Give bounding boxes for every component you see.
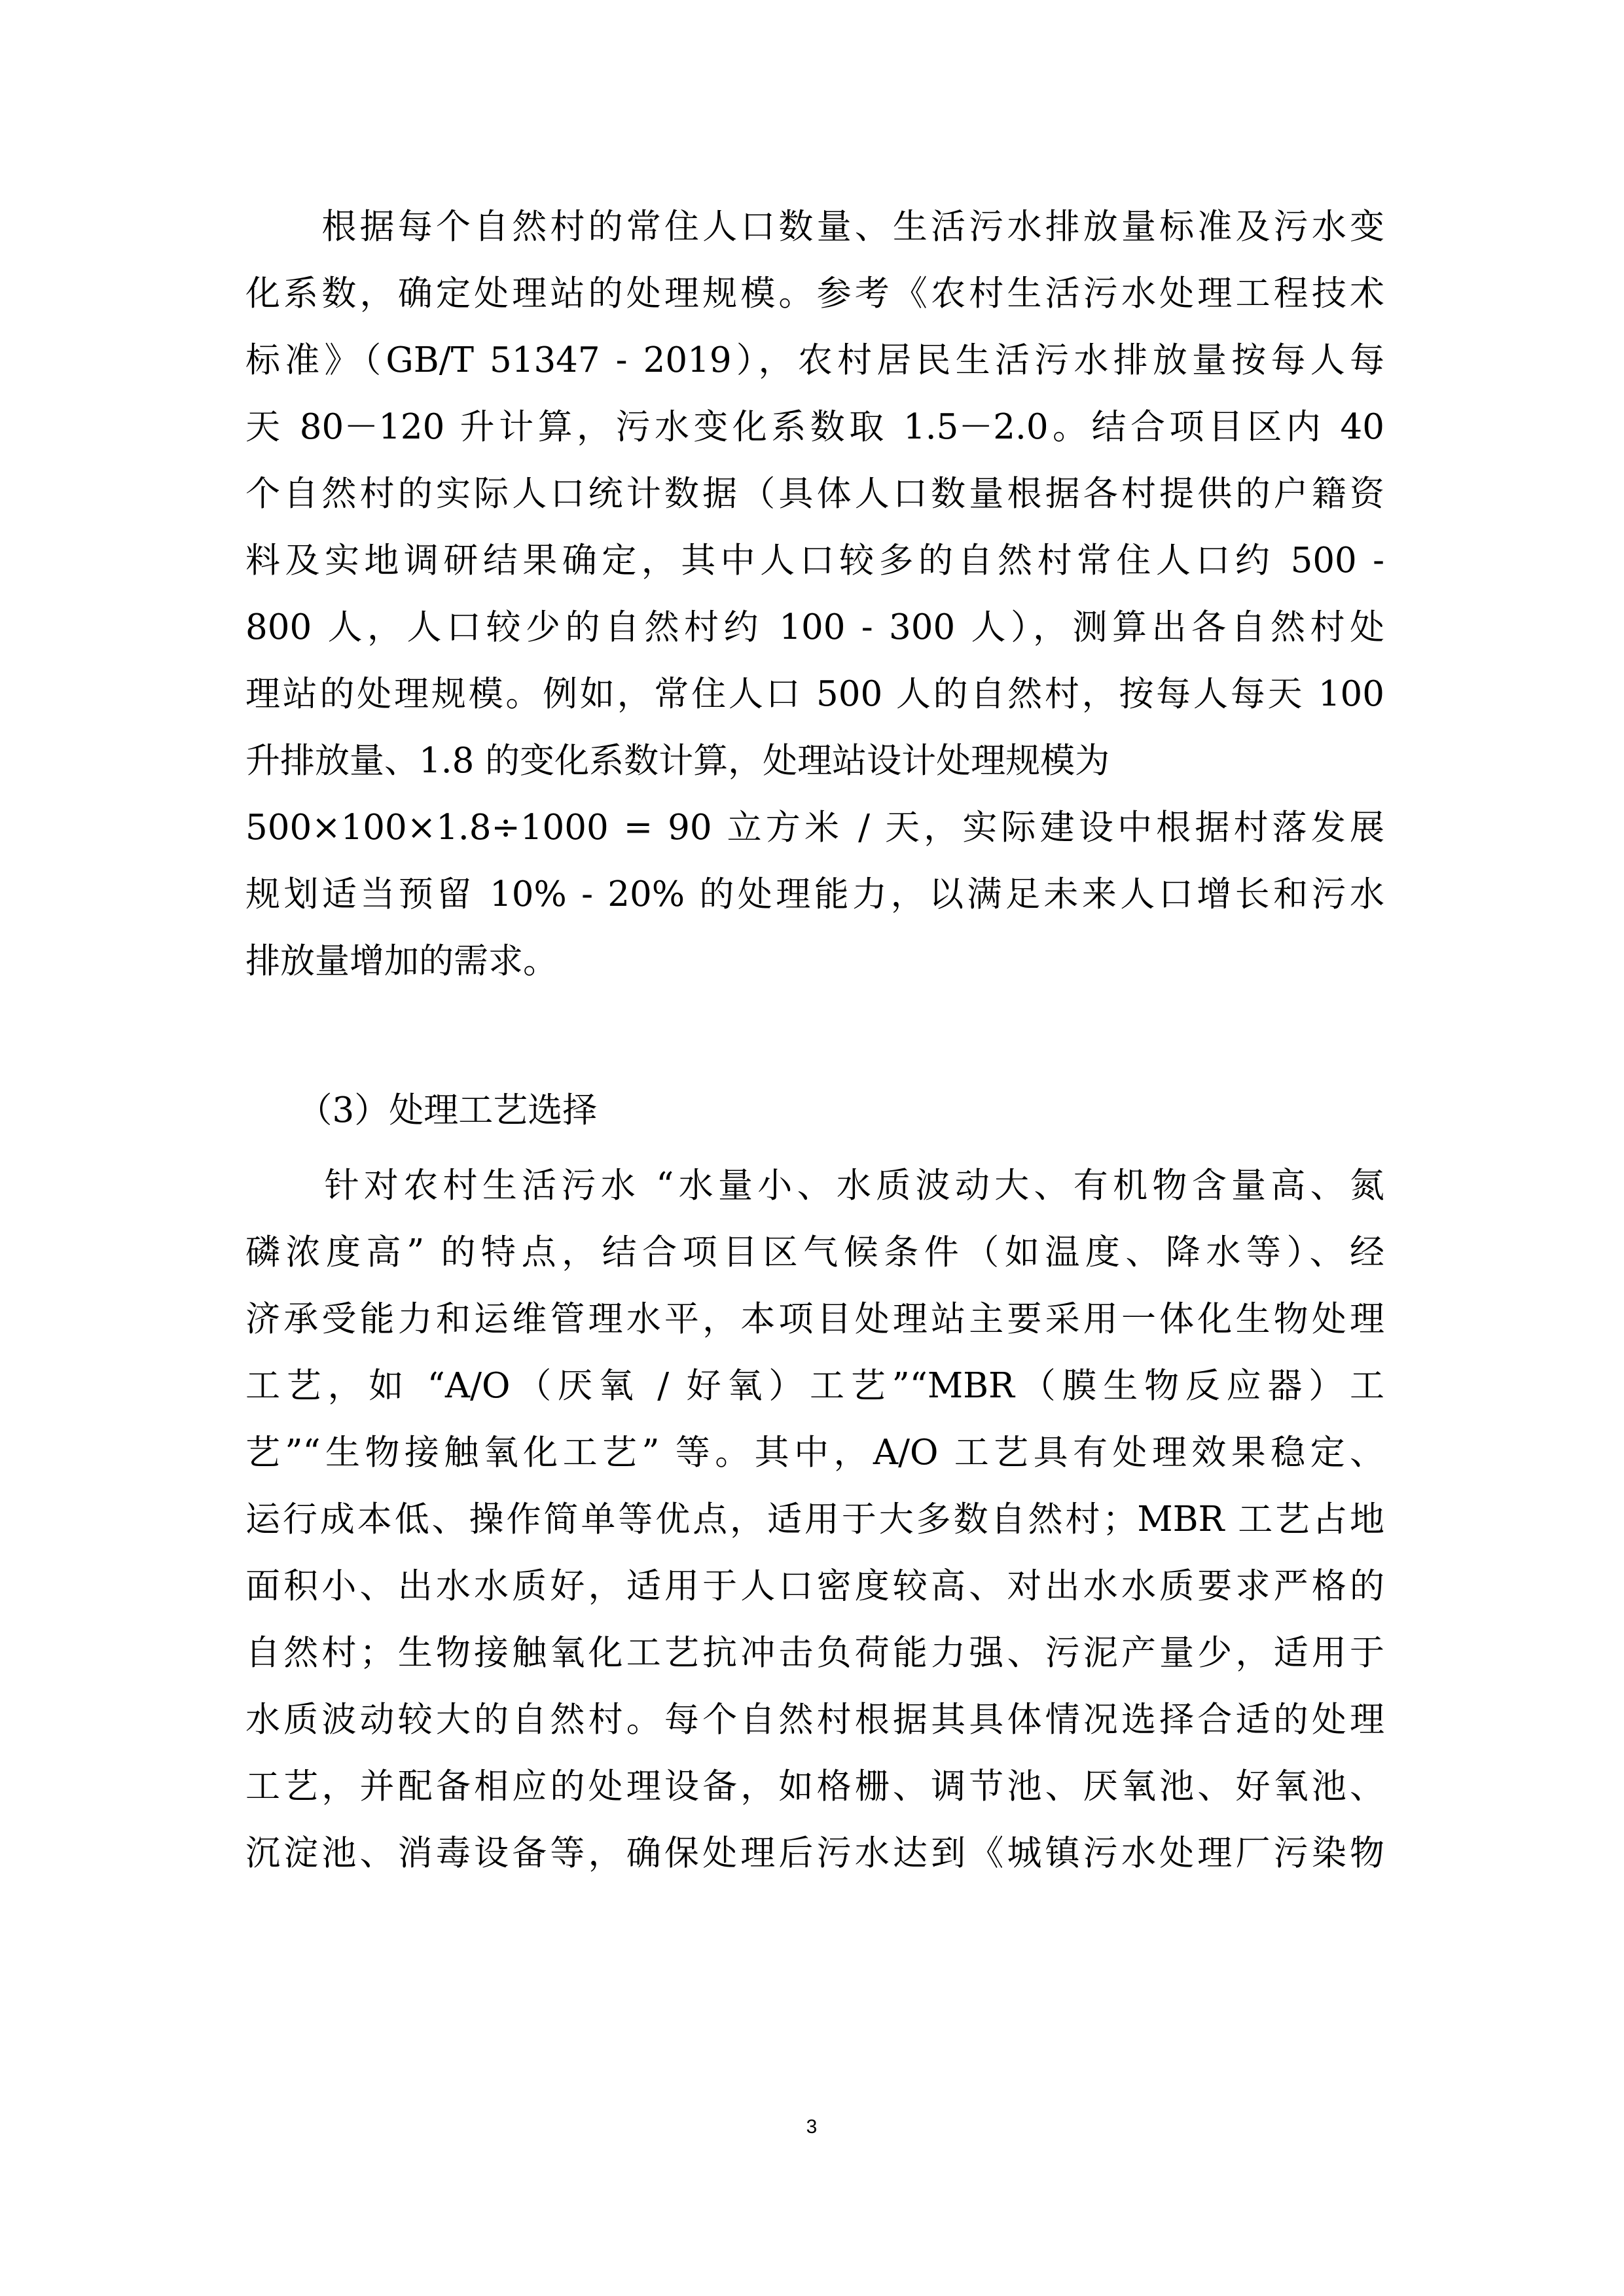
paragraph-line: 沉淀池、消毒设备等，确保处理后污水达到《城镇污水处理厂污染物 [245, 1833, 1384, 1873]
paragraph-line: 磷浓度高” 的特点，结合项目区气候条件（如温度、降水等）、经 [245, 1232, 1384, 1272]
paragraph-line: 800 人，人口较少的自然村约 100 - 300 人），测算出各自然村处 [245, 607, 1384, 647]
page-number: 3 [806, 2116, 818, 2138]
paragraph-line: 艺”“生物接触氧化工艺” 等。其中，A/O 工艺具有处理效果稳定、 [245, 1433, 1384, 1473]
paragraph-line: 运行成本低、操作简单等优点，适用于大多数自然村；MBR 工艺占地 [245, 1499, 1384, 1539]
paragraph-line: 天 80－120 升计算，污水变化系数取 1.5－2.0。结合项目区内 40 [245, 407, 1384, 447]
paragraph-line: 面积小、出水水质好，适用于人口密度较高、对出水水质要求严格的 [245, 1566, 1384, 1606]
paragraph-line: 标准》（GB/T 51347 - 2019），农村居民生活污水排放量按每人每 [245, 340, 1384, 380]
paragraph-line: 根据每个自然村的常住人口数量、生活污水排放量标准及污水变 [245, 207, 1384, 247]
paragraph-line: 500×100×1.8÷1000 = 90 立方米 / 天，实际建设中根据村落发展 [245, 808, 1384, 848]
paragraph-line: 理站的处理规模。例如，常住人口 500 人的自然村，按每人每天 100 [245, 674, 1384, 714]
paragraph-line: 工艺，并配备相应的处理设备，如格栅、调节池、厌氧池、好氧池、 [245, 1767, 1384, 1806]
section-heading: （3）处理工艺选择 [245, 1090, 598, 1130]
paragraph-line: 水质波动较大的自然村。每个自然村根据其具体情况选择合适的处理 [245, 1700, 1384, 1740]
paragraph-line: 济承受能力和运维管理水平，本项目处理站主要采用一体化生物处理 [245, 1299, 1384, 1339]
paragraph-line: 规划适当预留 10% - 20% 的处理能力，以满足未来人口增长和污水 [245, 874, 1384, 914]
paragraph-line: 料及实地调研结果确定，其中人口较多的自然村常住人口约 500 - [245, 541, 1384, 581]
paragraph-line: 工艺，如 “A/O（厌氧 / 好氧）工艺”“MBR（膜生物反应器）工 [245, 1366, 1384, 1406]
paragraph-line: 排放量增加的需求。 [245, 941, 558, 981]
paragraph-line: 升排放量、1.8 的变化系数计算，处理站设计处理规模为 [245, 741, 1110, 781]
paragraph-line: 针对农村生活污水 “水量小、水质波动大、有机物含量高、氮 [245, 1166, 1384, 1206]
paragraph-line: 化系数，确定处理站的处理规模。参考《农村生活污水处理工程技术 [245, 274, 1384, 314]
paragraph-line: 个自然村的实际人口统计数据（具体人口数量根据各村提供的户籍资 [245, 474, 1384, 514]
paragraph-line: 自然村；生物接触氧化工艺抗冲击负荷能力强、污泥产量少，适用于 [245, 1633, 1384, 1673]
